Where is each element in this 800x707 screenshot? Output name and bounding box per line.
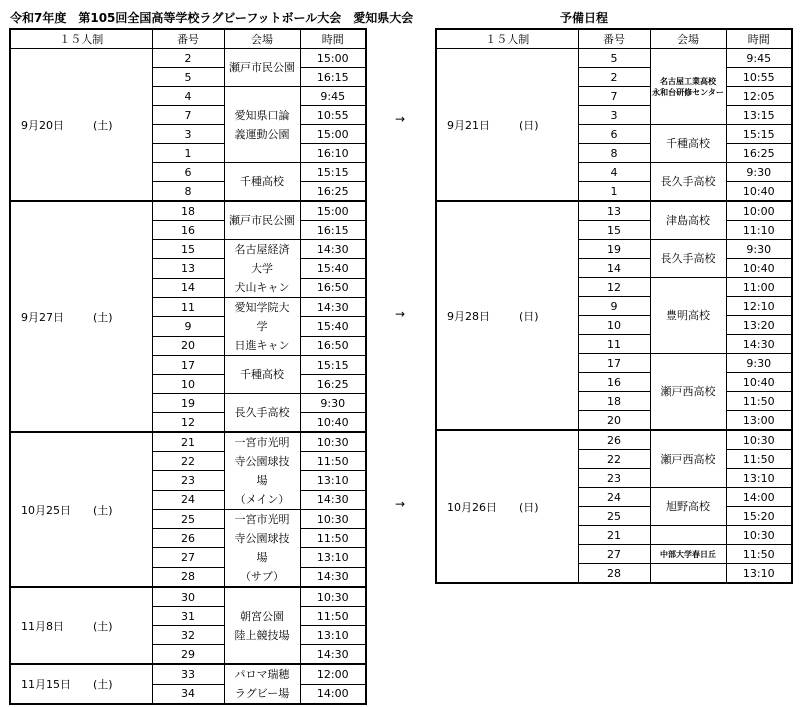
date-cell xyxy=(10,201,152,432)
match-time: 16:25 xyxy=(300,182,366,202)
venue-line: 朝宮公園 xyxy=(240,609,284,623)
match-time: 10:55 xyxy=(726,68,792,87)
venue-line: 義運動公園 xyxy=(234,127,290,141)
match-date: 9月27日 xyxy=(21,310,64,324)
match-weekday: (土) xyxy=(93,678,113,691)
match-weekday: (日) xyxy=(519,309,539,323)
match-number: 19 xyxy=(578,240,650,259)
match-number: 15 xyxy=(152,240,224,259)
venue-line: 寺公園球技 xyxy=(234,532,290,545)
venue-line: 豊明高校 xyxy=(666,309,710,322)
header-venue: 会場 xyxy=(650,29,726,49)
header-venue: 会場 xyxy=(224,29,300,49)
match-number: 21 xyxy=(578,526,650,545)
venue-line: 瀬戸西高校 xyxy=(660,385,716,398)
match-number: 22 xyxy=(152,452,224,471)
match-time: 13:10 xyxy=(300,471,366,490)
match-number: 6 xyxy=(152,163,224,182)
match-number: 11 xyxy=(152,298,224,317)
match-time: 14:30 xyxy=(300,298,366,317)
venue-line: 津島高校 xyxy=(666,214,710,227)
match-date: 9月21日 xyxy=(447,118,490,132)
match-number: 21 xyxy=(152,432,224,452)
match-time: 10:40 xyxy=(726,259,792,278)
match-number: 9 xyxy=(578,297,650,316)
table-row xyxy=(10,664,366,684)
header-number: 番号 xyxy=(578,29,650,49)
date-cell xyxy=(10,587,152,664)
match-time: 13:10 xyxy=(300,626,366,645)
match-number: 28 xyxy=(152,567,224,587)
match-time: 14:30 xyxy=(300,490,366,509)
match-time: 12:00 xyxy=(300,664,366,684)
match-time: 15:15 xyxy=(300,163,366,182)
venue-line: ラグビー場 xyxy=(234,687,290,700)
match-number: 14 xyxy=(578,259,650,278)
venue-cell xyxy=(650,125,726,163)
match-number: 5 xyxy=(578,49,650,68)
match-date: 9月28日 xyxy=(447,309,490,323)
match-number: 25 xyxy=(578,507,650,526)
venue-cell xyxy=(650,564,726,584)
header-format: １５人制 xyxy=(436,29,578,49)
match-number: 32 xyxy=(152,626,224,645)
match-date: 10月26日 xyxy=(447,500,497,514)
venue-cell xyxy=(650,430,726,488)
match-number: 30 xyxy=(152,587,224,607)
match-number: 16 xyxy=(578,373,650,392)
match-number: 2 xyxy=(152,49,224,68)
match-number: 27 xyxy=(578,545,650,564)
date-cell xyxy=(436,49,578,202)
match-time: 14:30 xyxy=(726,335,792,354)
match-time: 13:10 xyxy=(726,564,792,584)
venue-line: 犬山キャン xyxy=(234,281,290,294)
match-time: 15:00 xyxy=(300,49,366,68)
match-time: 10:30 xyxy=(726,430,792,450)
match-number: 13 xyxy=(152,259,224,278)
match-weekday: (土) xyxy=(93,619,113,633)
match-number: 6 xyxy=(578,125,650,144)
venue-cell xyxy=(224,510,300,588)
tournament-title: 令和7年度 第105回全国高等学校ラグビーフットボール大会 愛知県大会 xyxy=(10,11,414,25)
match-time: 13:00 xyxy=(726,411,792,431)
venue-line: 一宮市光明 xyxy=(234,436,290,449)
venue-line: 名古屋工業高校 xyxy=(660,76,716,86)
match-time: 11:50 xyxy=(300,529,366,548)
reserve-schedule-table xyxy=(435,28,793,584)
venue-line: （メイン） xyxy=(234,493,290,506)
match-number: 8 xyxy=(578,144,650,163)
match-number: 5 xyxy=(152,68,224,87)
match-time: 16:25 xyxy=(300,375,366,394)
venue-cell xyxy=(224,587,300,664)
date-cell xyxy=(10,664,152,704)
match-time: 15:15 xyxy=(726,125,792,144)
date-cell xyxy=(436,430,578,583)
match-date: 11月8日 xyxy=(21,619,64,633)
venue-cell xyxy=(224,356,300,394)
venue-line: 学 xyxy=(256,320,268,333)
match-time: 11:50 xyxy=(300,452,366,471)
venue-cell xyxy=(224,163,300,202)
venue-cell xyxy=(224,664,300,704)
match-time: 13:10 xyxy=(726,469,792,488)
match-weekday: (日) xyxy=(519,500,539,514)
match-number: 26 xyxy=(578,430,650,450)
match-number: 27 xyxy=(152,548,224,567)
table-row xyxy=(436,201,792,221)
header-time: 時間 xyxy=(726,29,792,49)
header-format: １５人制 xyxy=(10,29,152,49)
venue-line: 日進キャン xyxy=(234,339,290,352)
match-time: 13:20 xyxy=(726,316,792,335)
match-time: 16:25 xyxy=(726,144,792,163)
venue-cell xyxy=(224,432,300,510)
match-number: 24 xyxy=(152,490,224,509)
table-row xyxy=(436,49,792,68)
match-number: 31 xyxy=(152,607,224,626)
venue-line: 愛知学院大 xyxy=(234,301,290,314)
match-number: 23 xyxy=(152,471,224,490)
match-time: 14:00 xyxy=(726,488,792,507)
match-time: 11:50 xyxy=(300,607,366,626)
venue-line: 一宮市光明 xyxy=(234,513,290,526)
venue-line: 中部大学春日丘 xyxy=(660,549,716,559)
match-number: 8 xyxy=(152,182,224,202)
table-row xyxy=(10,432,366,452)
match-time: 9:30 xyxy=(726,163,792,182)
match-time: 10:30 xyxy=(726,526,792,545)
match-time: 14:30 xyxy=(300,567,366,587)
venue-line: 長久手高校 xyxy=(234,406,290,419)
match-time: 11:50 xyxy=(726,392,792,411)
match-time: 15:40 xyxy=(300,317,366,336)
match-number: 29 xyxy=(152,645,224,665)
venue-line: 永和台研修センター xyxy=(652,87,724,97)
venue-cell xyxy=(224,394,300,433)
venue-cell xyxy=(224,298,300,356)
arrow-block-1: → xyxy=(395,112,406,126)
match-number: 20 xyxy=(578,411,650,431)
table-row xyxy=(10,587,366,607)
venue-cell xyxy=(224,240,300,298)
venue-line: 瀬戸市民公園 xyxy=(229,61,295,74)
venue-cell xyxy=(650,545,726,564)
arrow-block-3: → xyxy=(395,497,406,511)
match-number: 24 xyxy=(578,488,650,507)
venue-line: 長久手高校 xyxy=(660,252,716,265)
venue-cell xyxy=(650,526,726,545)
match-number: 18 xyxy=(578,392,650,411)
match-time: 12:05 xyxy=(726,87,792,106)
match-number: 20 xyxy=(152,336,224,355)
venue-line: 瀬戸西高校 xyxy=(660,452,716,466)
match-number: 23 xyxy=(578,469,650,488)
match-number: 18 xyxy=(152,201,224,221)
venue-cell xyxy=(650,49,726,125)
match-number: 13 xyxy=(578,201,650,221)
venue-line: （サブ） xyxy=(239,570,285,583)
match-time: 14:00 xyxy=(300,684,366,704)
venue-cell xyxy=(650,278,726,354)
header-row xyxy=(436,29,792,49)
date-cell xyxy=(10,49,152,202)
header-row xyxy=(10,29,366,49)
match-time: 9:45 xyxy=(726,49,792,68)
match-time: 10:30 xyxy=(300,510,366,529)
match-time: 16:10 xyxy=(300,144,366,163)
date-cell xyxy=(436,201,578,430)
match-time: 13:10 xyxy=(300,548,366,567)
match-time: 10:00 xyxy=(726,201,792,221)
match-date: 10月25日 xyxy=(21,503,71,517)
match-number: 19 xyxy=(152,394,224,413)
match-number: 28 xyxy=(578,564,650,584)
match-number: 11 xyxy=(578,335,650,354)
venue-line: 千種高校 xyxy=(240,175,284,188)
match-time: 15:00 xyxy=(300,125,366,144)
venue-cell xyxy=(224,49,300,87)
venue-line: 名古屋経済 xyxy=(234,243,290,256)
venue-cell xyxy=(650,488,726,526)
match-weekday: (日) xyxy=(519,118,539,132)
venue-line: 寺公園球技 xyxy=(234,455,290,468)
header-time: 時間 xyxy=(300,29,366,49)
table-row xyxy=(10,201,366,221)
match-time: 9:45 xyxy=(300,87,366,106)
match-number: 3 xyxy=(152,125,224,144)
match-number: 17 xyxy=(152,356,224,375)
match-number: 10 xyxy=(152,375,224,394)
venue-line: 陸上競技場 xyxy=(234,628,290,642)
venue-cell xyxy=(224,201,300,240)
venue-line: 瀬戸市民公園 xyxy=(229,214,295,227)
match-time: 16:50 xyxy=(300,278,366,297)
venue-line: 場 xyxy=(256,551,268,564)
match-number: 4 xyxy=(152,87,224,106)
match-time: 11:50 xyxy=(726,545,792,564)
match-number: 33 xyxy=(152,664,224,684)
match-weekday: (土) xyxy=(93,310,113,324)
main-schedule-table xyxy=(9,28,367,705)
match-time: 10:30 xyxy=(300,432,366,452)
match-number: 1 xyxy=(152,144,224,163)
match-time: 10:40 xyxy=(300,413,366,433)
venue-line: パロマ瑞穂 xyxy=(234,668,290,681)
match-time: 10:30 xyxy=(300,587,366,607)
match-number: 12 xyxy=(152,413,224,433)
match-time: 14:30 xyxy=(300,645,366,665)
match-time: 10:55 xyxy=(300,106,366,125)
venue-cell xyxy=(650,354,726,431)
match-time: 12:10 xyxy=(726,297,792,316)
match-number: 1 xyxy=(578,182,650,202)
table-row xyxy=(436,430,792,450)
match-number: 4 xyxy=(578,163,650,182)
match-time: 9:30 xyxy=(300,394,366,413)
match-number: 9 xyxy=(152,317,224,336)
venue-line: 愛知県口論 xyxy=(234,108,290,122)
match-time: 15:15 xyxy=(300,356,366,375)
match-time: 15:20 xyxy=(726,507,792,526)
match-number: 16 xyxy=(152,221,224,240)
match-time: 11:50 xyxy=(726,450,792,469)
match-weekday: (土) xyxy=(93,503,113,517)
venue-cell xyxy=(650,163,726,202)
venue-line: 長久手高校 xyxy=(660,175,716,188)
match-time: 16:15 xyxy=(300,68,366,87)
reserve-schedule-title: 予備日程 xyxy=(560,11,609,25)
venue-cell xyxy=(224,87,300,163)
match-number: 12 xyxy=(578,278,650,297)
match-time: 15:00 xyxy=(300,201,366,221)
match-number: 34 xyxy=(152,684,224,704)
venue-line: 大学 xyxy=(251,262,273,275)
date-cell xyxy=(10,432,152,587)
match-number: 7 xyxy=(578,87,650,106)
match-time: 9:30 xyxy=(726,240,792,259)
match-number: 17 xyxy=(578,354,650,373)
match-time: 13:15 xyxy=(726,106,792,125)
match-time: 10:40 xyxy=(726,182,792,202)
venue-line: 場 xyxy=(256,474,268,487)
venue-line: 旭野高校 xyxy=(666,500,710,513)
venue-cell xyxy=(650,240,726,278)
venue-line: 千種高校 xyxy=(666,137,710,150)
match-time: 11:10 xyxy=(726,221,792,240)
match-time: 9:30 xyxy=(726,354,792,373)
header-number: 番号 xyxy=(152,29,224,49)
match-time: 16:15 xyxy=(300,221,366,240)
match-number: 2 xyxy=(578,68,650,87)
match-number: 22 xyxy=(578,450,650,469)
arrow-block-2: → xyxy=(395,307,406,321)
match-number: 7 xyxy=(152,106,224,125)
match-time: 10:40 xyxy=(726,373,792,392)
match-number: 10 xyxy=(578,316,650,335)
match-number: 15 xyxy=(578,221,650,240)
match-time: 16:50 xyxy=(300,336,366,355)
table-row xyxy=(10,49,366,68)
match-number: 25 xyxy=(152,510,224,529)
venue-line: 千種高校 xyxy=(240,368,284,381)
match-time: 15:40 xyxy=(300,259,366,278)
match-number: 26 xyxy=(152,529,224,548)
venue-cell xyxy=(650,201,726,240)
match-number: 14 xyxy=(152,278,224,297)
match-number: 3 xyxy=(578,106,650,125)
match-weekday: (土) xyxy=(93,118,113,132)
match-date: 9月20日 xyxy=(21,118,64,132)
match-time: 14:30 xyxy=(300,240,366,259)
match-date: 11月15日 xyxy=(21,678,71,691)
match-time: 11:00 xyxy=(726,278,792,297)
